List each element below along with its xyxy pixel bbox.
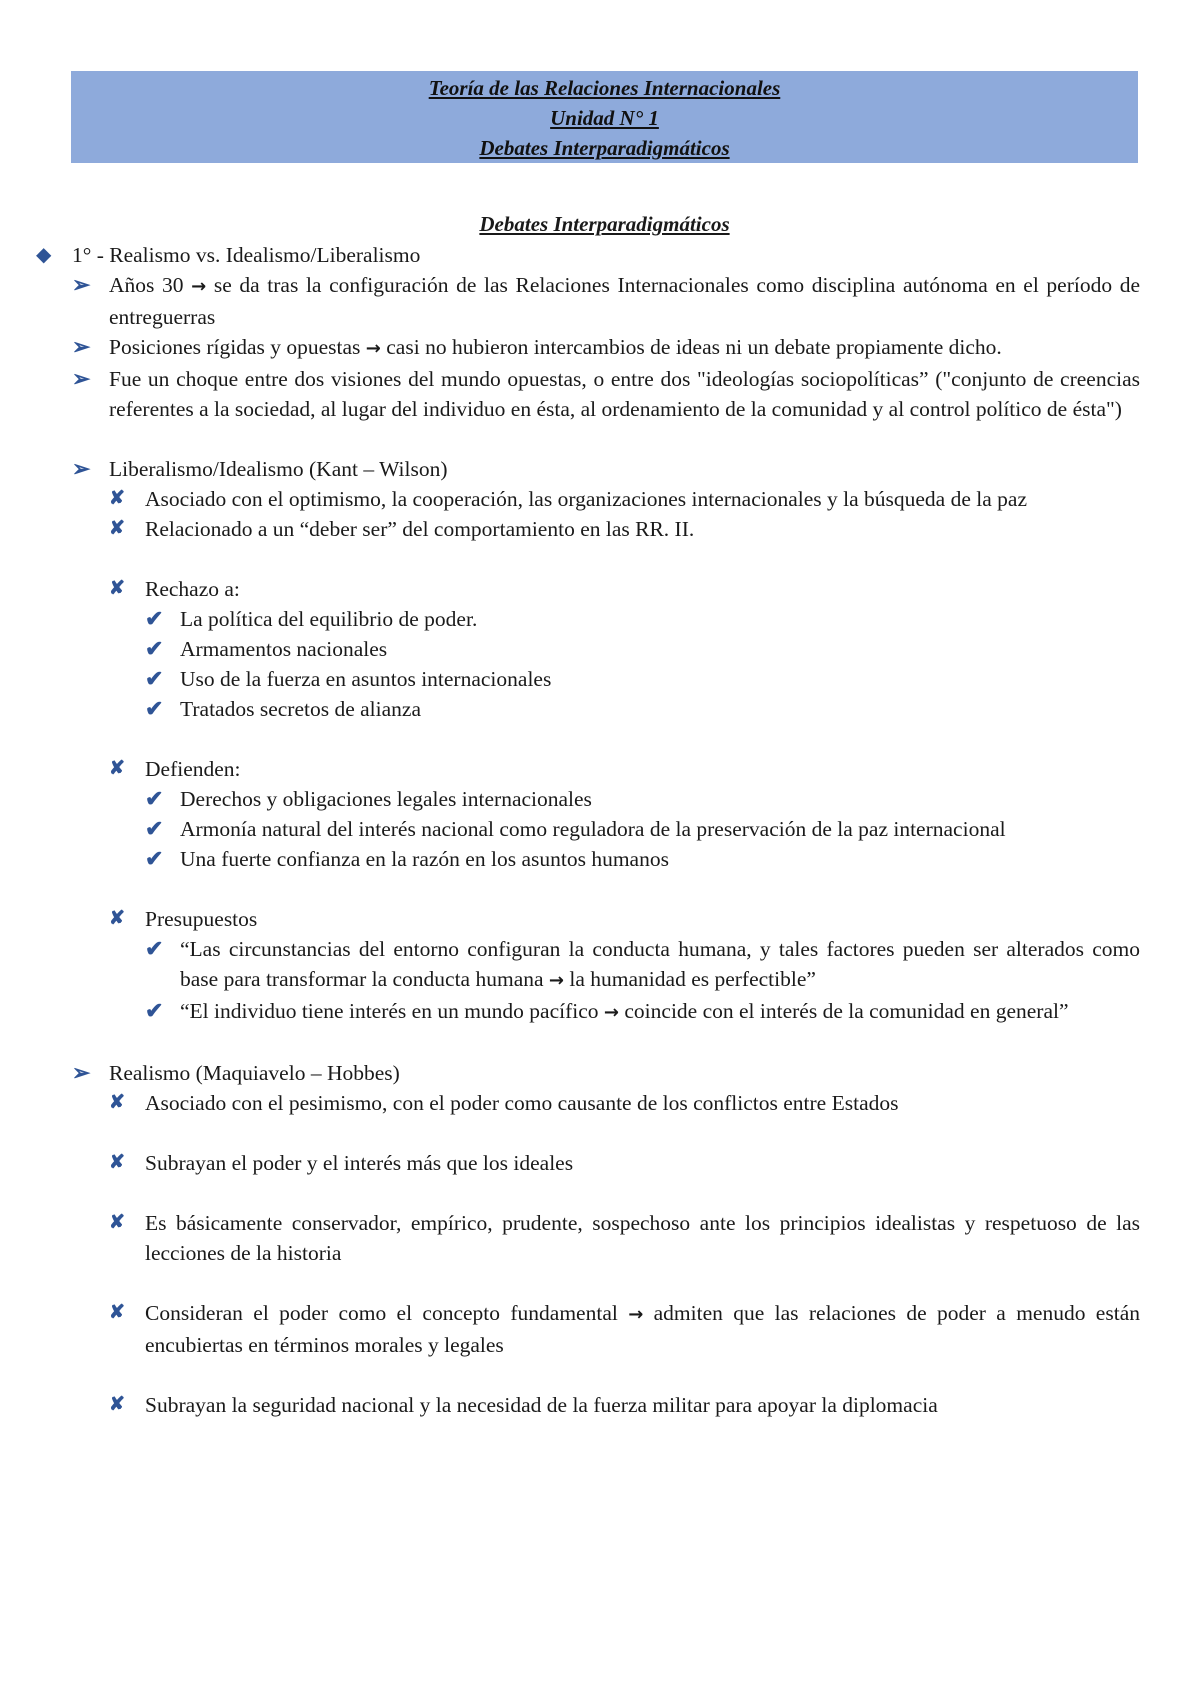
check-bullet-icon: ✔ <box>145 636 164 661</box>
diamond-bullet-icon: ◆ <box>36 244 52 266</box>
list-item: ✔ Una fuerte confianza en la razón en los asuntos humanos <box>36 844 1140 874</box>
list-item: ✔ “Las circunstancias del entorno configuran la conducta humana, y tales factores pueden ser alterados como base para transformar la conducta humana → la humanidad es perfectible” <box>145 936 1140 991</box>
list-item: ✘ Presupuestos <box>36 904 1140 934</box>
list-item: ✔ Derechos y obligaciones legales internacionales <box>36 784 1140 814</box>
check-bullet-icon: ✔ <box>145 936 164 961</box>
arrowhead-bullet-icon: ➢ <box>72 272 91 297</box>
list-item: ✘ Defienden: <box>36 754 1140 784</box>
list-item: ➢ Años 30 → se da tras la configuración de las Relaciones Internacionales como disciplina autónoma en el período de entreguerras <box>72 272 1140 329</box>
cross-bullet-icon: ✘ <box>109 908 125 929</box>
cross-bullet-icon: ✘ <box>109 518 125 539</box>
list-item: ✔ La política del equilibrio de poder. <box>36 604 1140 634</box>
check-bullet-icon: ✔ <box>145 696 164 721</box>
check-bullet-icon: ✔ <box>145 666 164 691</box>
cross-bullet-icon: ✘ <box>109 578 125 599</box>
list-item: ✔ Tratados secretos de alianza <box>36 694 1140 724</box>
list-item: ✘ Rechazo a: <box>36 574 1140 604</box>
list-item: ✘ Asociado con el pesimismo, con el poder como causante de los conflictos entre Estados <box>36 1088 1140 1118</box>
check-bullet-icon: ✔ <box>145 998 164 1023</box>
unit-title: Unidad N° 1 <box>550 106 659 130</box>
cross-bullet-icon: ✘ <box>109 1152 125 1173</box>
right-arrow-icon: → <box>603 1002 620 1023</box>
list-item: ✘ Consideran el poder como el concepto fundamental → admiten que las relaciones de poder a menudo están encubiertas en términos morales y legales <box>36 1298 1140 1360</box>
right-arrow-icon: → <box>548 970 565 991</box>
list-item: ✔ Uso de la fuerza en asuntos internacionales <box>36 664 1140 694</box>
list-item: ➢ Posiciones rígidas y opuestas → casi no hubieron intercambios de ideas ni un debate propiamente dicho. <box>36 332 1140 364</box>
list-item: ➢ Liberalismo/Idealismo (Kant – Wilson) <box>36 454 1140 484</box>
right-arrow-icon: → <box>365 338 381 359</box>
list-item: ◆ 1° - Realismo vs. Idealismo/Liberalismo <box>36 240 1140 270</box>
document-header <box>71 71 1138 163</box>
list-item: ✘ Asociado con el optimismo, la cooperación, las organizaciones internacionales y la búsqueda de la paz <box>36 484 1140 514</box>
section-title: Debates Interparadigmáticos <box>479 212 730 236</box>
list-item: ✘ Subrayan la seguridad nacional y la necesidad de la fuerza militar para apoyar la diplomacia <box>36 1390 1140 1420</box>
check-bullet-icon: ✔ <box>145 816 164 841</box>
course-title: Teoría de las Relaciones Internacionales <box>428 76 781 100</box>
check-bullet-icon: ✔ <box>145 846 164 871</box>
list-item: ✔ “El individuo tiene interés en un mundo pacífico → coincide con el interés de la comunidad en general” <box>36 996 1140 1028</box>
list-item: ✔ Armonía natural del interés nacional como reguladora de la preservación de la paz internacional <box>36 814 1140 844</box>
cross-bullet-icon: ✘ <box>109 1394 125 1415</box>
right-arrow-icon: → <box>191 276 207 297</box>
arrowhead-bullet-icon: ➢ <box>72 334 91 359</box>
list-item: ✘ Es básicamente conservador, empírico, prudente, sospechoso ante los principios idealistas y respetuoso de las lecciones de la historia <box>36 1208 1140 1268</box>
list-item: ✘ Relacionado a un “deber ser” del comportamiento en las RR. II. <box>36 514 1140 544</box>
arrowhead-bullet-icon: ➢ <box>72 366 91 391</box>
list-item: ✘ Subrayan el poder y el interés más que los ideales <box>36 1148 1140 1178</box>
list-item: ✔ Armamentos nacionales <box>36 634 1140 664</box>
check-bullet-icon: ✔ <box>145 786 164 811</box>
cross-bullet-icon: ✘ <box>109 488 125 509</box>
cross-bullet-icon: ✘ <box>109 1212 125 1233</box>
cross-bullet-icon: ✘ <box>109 1302 125 1323</box>
cross-bullet-icon: ✘ <box>109 758 125 779</box>
arrowhead-bullet-icon: ➢ <box>72 1060 91 1085</box>
list-item: ➢ Fue un choque entre dos visiones del mundo opuestas, o entre dos "ideologías sociopolíticas” ("conjunto de creencias referentes a la sociedad, al lugar del individuo en ésta, al ordenamiento de la comunidad y al control político de ésta") <box>72 366 1140 421</box>
topic-title: Debates Interparadigmáticos <box>479 136 730 160</box>
cross-bullet-icon: ✘ <box>109 1092 125 1113</box>
arrowhead-bullet-icon: ➢ <box>72 456 91 481</box>
document-body <box>36 240 1140 1420</box>
right-arrow-icon: → <box>628 1304 644 1325</box>
check-bullet-icon: ✔ <box>145 606 164 631</box>
list-item: ➢ Realismo (Maquiavelo – Hobbes) <box>36 1058 1140 1088</box>
